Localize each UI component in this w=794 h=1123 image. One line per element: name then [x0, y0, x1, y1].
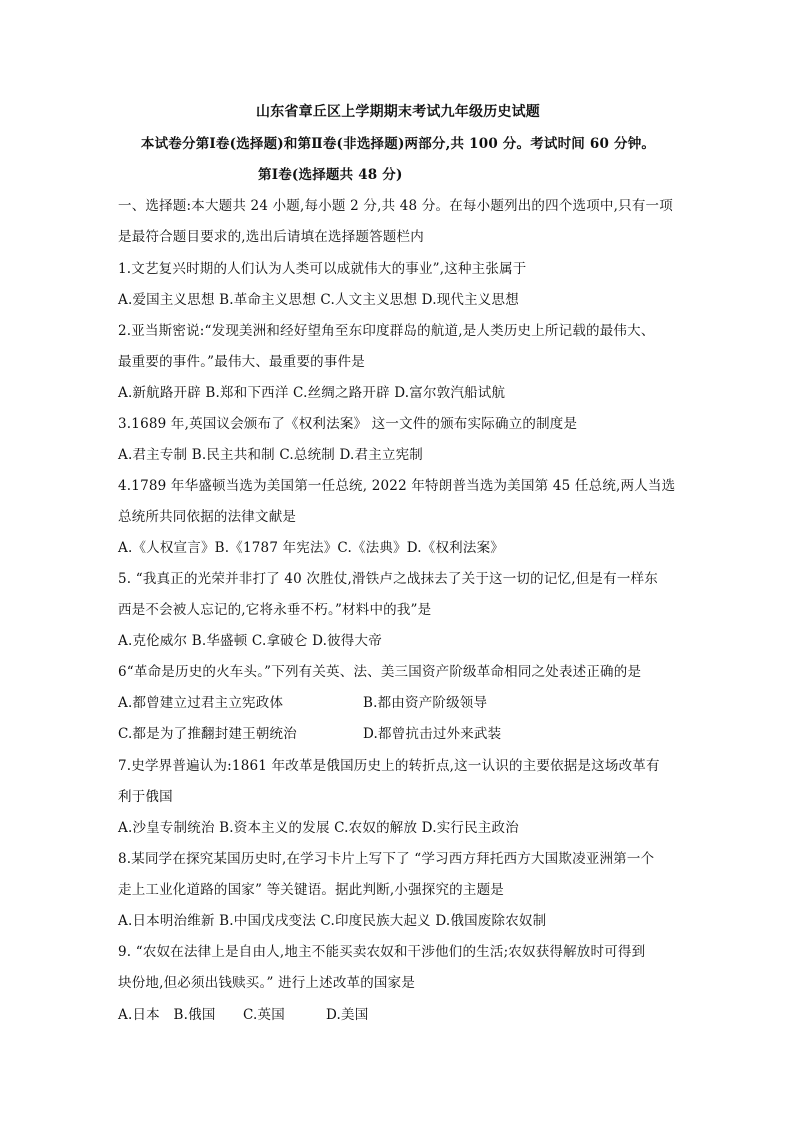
question-6-option-b: B.都由资产阶级领导 — [363, 695, 488, 711]
question-5-stem-line-2: 西是不会被人忘记的,它将永垂不朽。”材料中的我”是 — [118, 602, 432, 618]
question-2-options: A.新航路开辟 B.郑和下西洋 C.丝绸之路开辟 D.富尔敦汽船试航 — [118, 385, 506, 401]
question-7-options: A.沙皇专制统治 B.资本主义的发展 C.农奴的解放 D.实行民主政治 — [118, 820, 519, 836]
question-4-stem-line-2: 总统所共同依据的法律文献是 — [118, 509, 297, 525]
instructions-line-2: 是最符合题目要求的,选出后请填在选择题答题栏内 — [118, 229, 424, 245]
instructions-line-1: 一、选择题:本大题共 24 小题,每小题 2 分,共 48 分。在每小题列出的四个选项中,只有一项 — [118, 198, 673, 214]
question-4-options: A.《人权宣言》B.《1787 年宪法》C.《法典》D.《权利法案》 — [118, 540, 504, 556]
question-7-stem-line-1: 7.史学界普遍认为:1861 年改革是俄国历史上的转折点,这一认识的主要依据是这场改革有 — [118, 758, 660, 774]
question-7-stem-line-2: 利于俄国 — [118, 789, 173, 805]
question-5-stem-line-1: 5. “我真正的光荣并非打了 40 次胜仗,滑铁卢之战抹去了关于这一切的记忆,但是有一样东 — [118, 571, 658, 587]
question-4-stem-line-1: 4.1789 年华盛顿当选为美国第一任总统, 2022 年特朗普当选为美国第 45 任总统,两人当选 — [118, 478, 676, 494]
question-6-option-d: D.都曾抗击过外来武装 — [363, 726, 502, 742]
question-6-stem: 6“革命是历史的火车头。”下列有关英、法、美三国资产阶级革命相同之处表述正确的是 — [118, 664, 642, 680]
question-8-options: A.日本明治维新 B.中国戊戌变法 C.印度民族大起义 D.俄国废除农奴制 — [118, 913, 547, 929]
question-8-stem-line-2: 走上工业化道路的国家” 等关键语。据此判断,小强探究的主题是 — [118, 882, 504, 898]
question-6-option-c: C.都是为了推翻封建王朝统治 — [118, 726, 297, 742]
question-1-options: A.爱国主义思想 B.革命主义思想 C.人文主义思想 D.现代主义思想 — [118, 292, 519, 308]
question-1-stem: 1.文艺复兴时期的人们认为人类可以成就伟大的事业”,这种主张属于 — [118, 261, 527, 277]
question-9-stem-line-1: 9. “农奴在法律上是自由人,地主不能买卖农奴和干涉他们的生活;农奴获得解放时可得到 — [118, 944, 646, 960]
question-3-options: A.君主专制 B.民主共和制 C.总统制 D.君主立宪制 — [118, 447, 423, 463]
question-2-stem-line-2: 最重要的事件。”最伟大、最重要的事件是 — [118, 354, 365, 370]
question-8-stem-line-1: 8.某同学在探究某国历史时,在学习卡片上写下了 “学习西方拜托西方大国欺凌亚洲第一个 — [118, 851, 655, 867]
question-3-stem: 3.1689 年,英国议会颁布了《权利法案》 这一文件的颁布实际确立的制度是 — [118, 416, 578, 432]
question-9-options: A.日本 B.俄国 C.英国 D.美国 — [118, 1007, 369, 1023]
page-title: 山东省章丘区上学期期末考试九年级历史试题 — [256, 104, 540, 120]
exam-subtitle: 本试卷分第Ⅰ卷(选择题)和第Ⅱ卷(非选择题)两部分,共 100 分。考试时间 60 分钟。 — [140, 136, 656, 152]
question-9-stem-line-2: 块份地,但必须出钱赎买。” 进行上述改革的国家是 — [118, 975, 416, 991]
question-2-stem-line-1: 2.亚当斯密说:“发现美洲和经好望角至东印度群岛的航道,是人类历史上所记载的最伟大、 — [118, 323, 655, 339]
question-5-options: A.克伦威尔 B.华盛顿 C.拿破仑 D.彼得大帝 — [118, 633, 382, 649]
question-6-option-a: A.都曾建立过君主立宪政体 — [118, 695, 284, 711]
section-heading: 第Ⅰ卷(选择题共 48 分) — [258, 167, 403, 183]
